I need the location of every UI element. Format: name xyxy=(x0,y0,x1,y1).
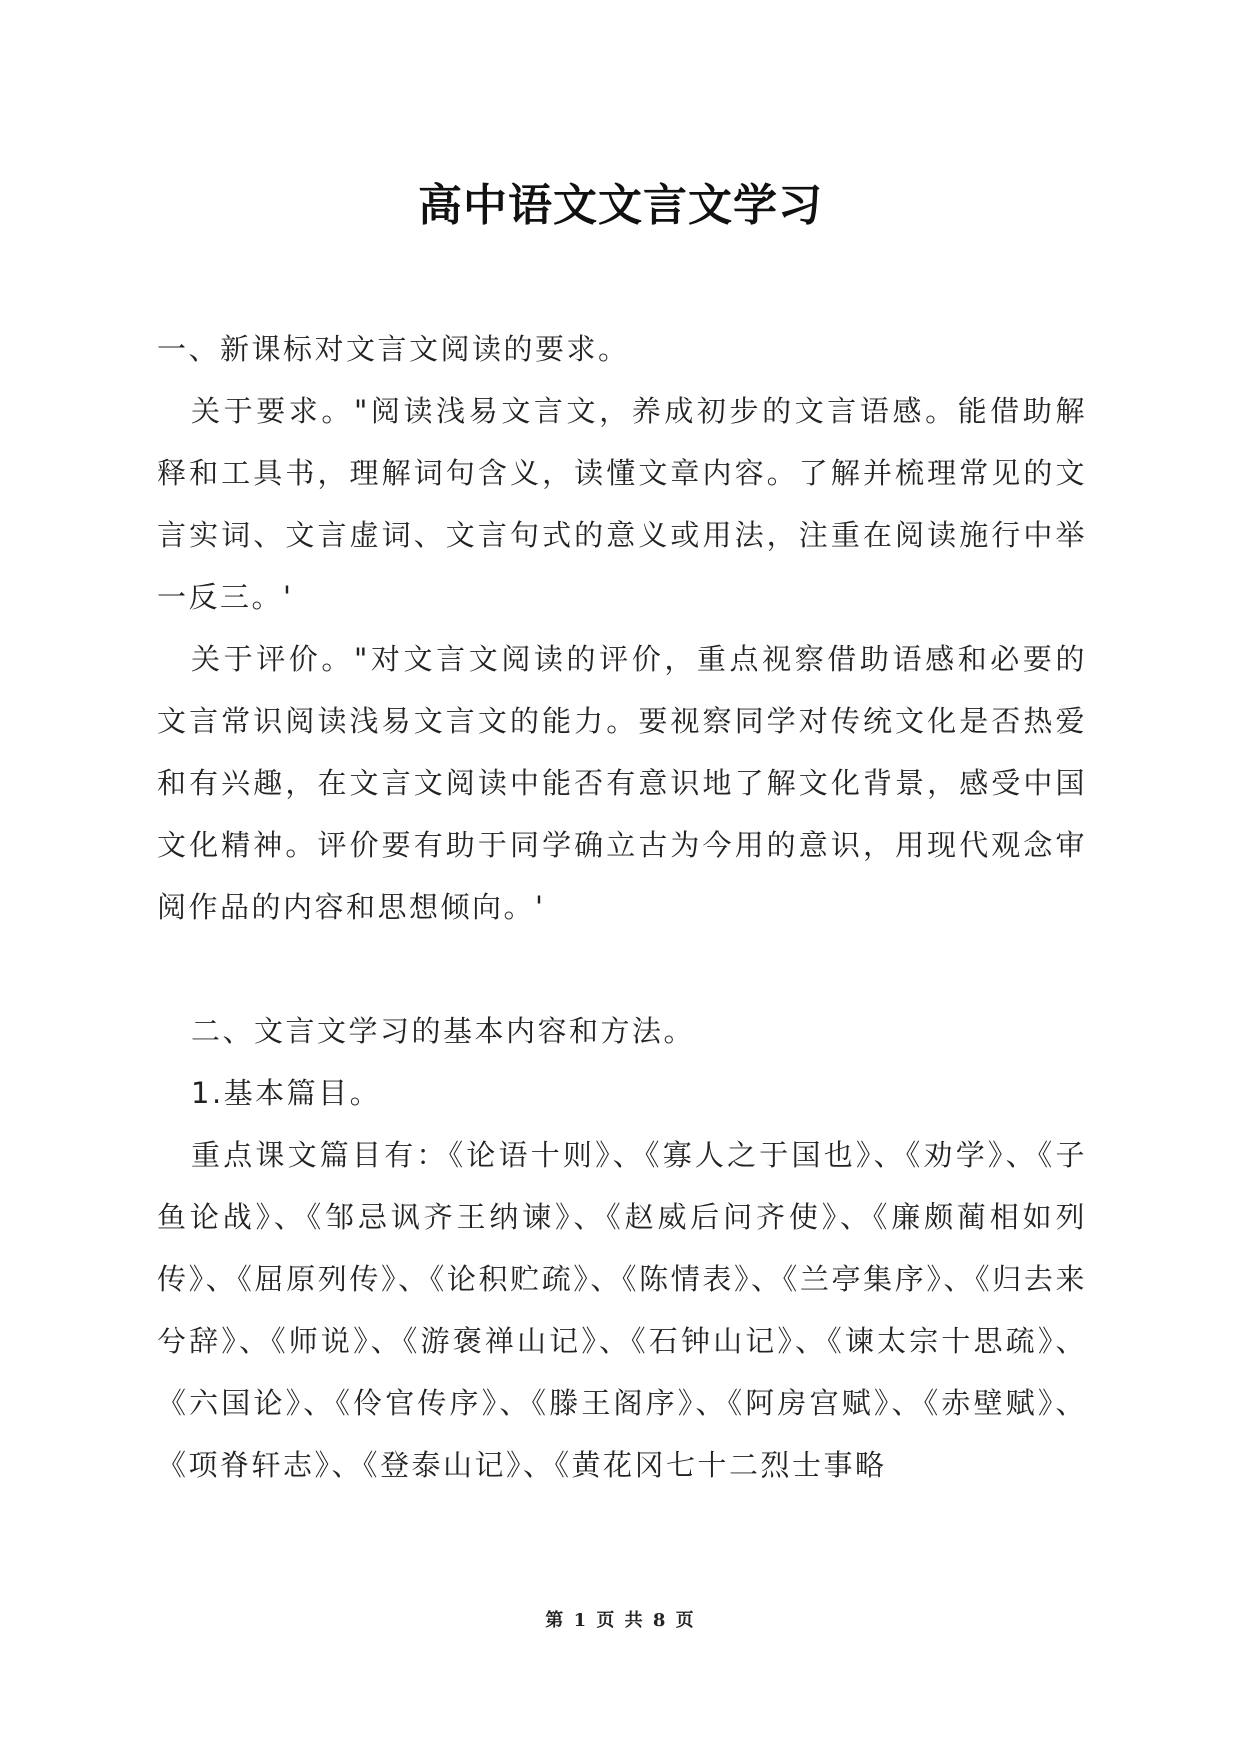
page-number: 第 1 页 共 8 页 xyxy=(545,1610,696,1631)
document-body xyxy=(157,318,1087,1496)
section-heading-2: 二、文言文学习的基本内容和方法。 xyxy=(191,1014,696,1048)
subheading-basic-articles: 1.基本篇目。 xyxy=(191,1076,382,1110)
document-title: 高中语文文言文学习 xyxy=(418,180,823,231)
paragraph-evaluation: 关于评价。"对文言文阅读的评价，重点视察借助语感和必要的文言常识阅读浅易文言文的能力。要视察同学对传统文化是否热爱和有兴趣，在文言文阅读中能否有意识地了解文化背景，感受中国文化精神。评价要有助于同学确立古为今用的意识，用现代观念审阅作品的内容和思想倾向。' xyxy=(157,642,1087,924)
paragraph-requirements: 关于要求。"阅读浅易文言文，养成初步的文言语感。能借助解释和工具书，理解词句含义，读懂文章内容。了解并梳理常见的文言实词、文言虚词、文言句式的意义或用法，注重在阅读施行中举一反三。' xyxy=(157,394,1087,614)
section-heading-1: 一、新课标对文言文阅读的要求。 xyxy=(157,332,630,366)
paragraph-gap xyxy=(157,938,1087,1000)
paragraph-article-list: 重点课文篇目有：《论语十则》、《寡人之于国也》、《劝学》、《子鱼论战》、《邹忌讽齐王纳谏》、《赵威后问齐使》、《廉颇蔺相如列传》、《屈原列传》、《论积贮疏》、《陈情表》、《兰亭集序》、《归去来兮辞》、《师说》、《游褒禅山记》、《石钟山记》、《谏太宗十思疏》、《六国论》、《伶官传序》、《滕王阁序》、《阿房宫赋》、《赤壁赋》、《项脊轩志》、《登泰山记》、《黄花冈七十二烈士事略 xyxy=(157,1138,1087,1482)
